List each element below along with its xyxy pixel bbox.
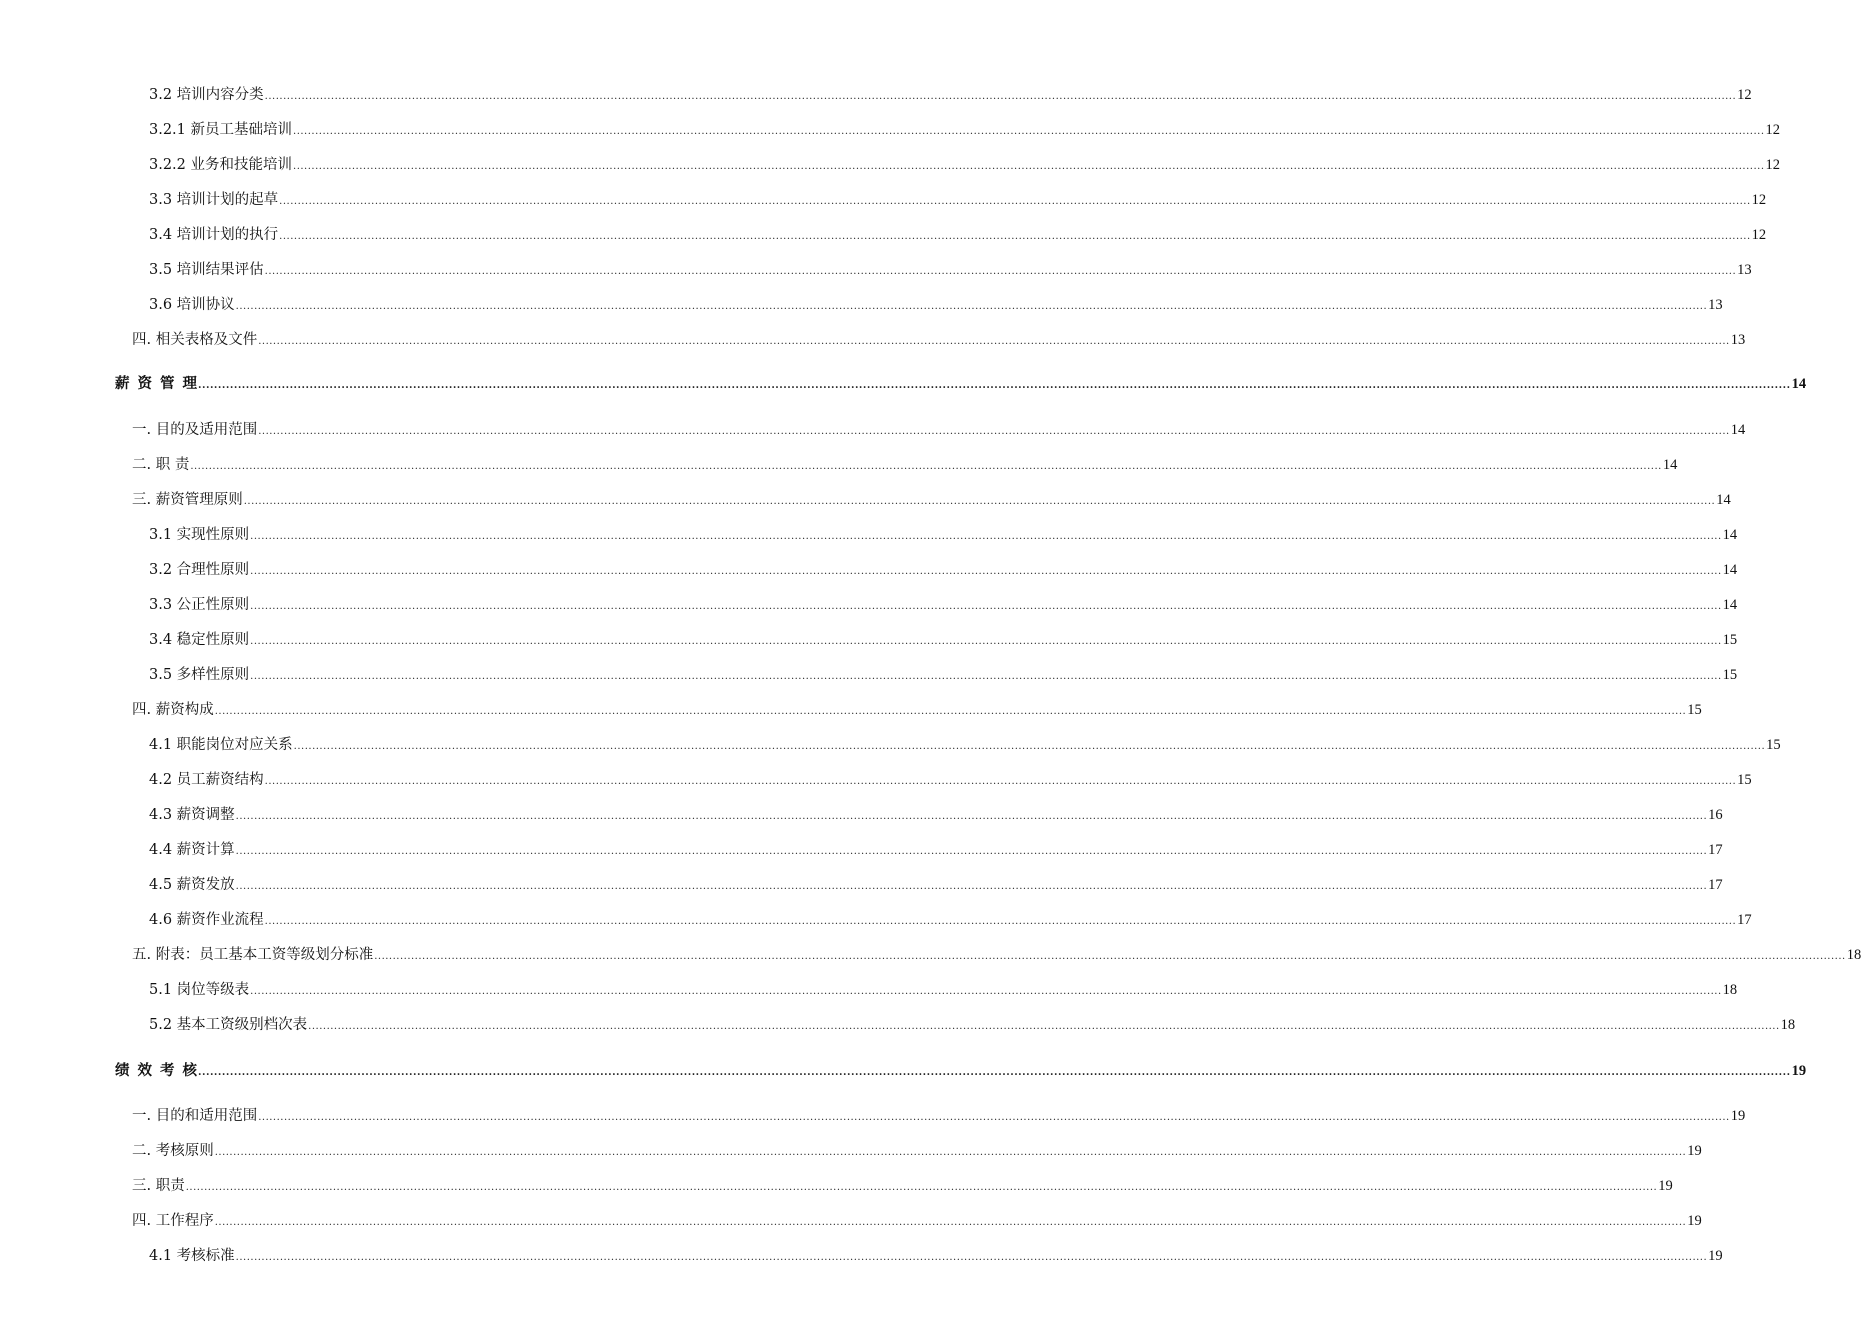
toc-entry-label: 4.3 薪资调整 xyxy=(149,807,235,823)
toc-leader-dots: ................................................................................................................................................................................................................................................................................................................................................................................................................ xyxy=(279,196,1751,207)
toc-entry[interactable] xyxy=(132,489,1731,511)
toc-entry-page: 19 xyxy=(1708,1248,1723,1264)
toc-leader-dots: ................................................................................................................................................................................................................................................................................................................................................................................................................ xyxy=(250,566,1722,577)
toc-entry-page: 19 xyxy=(1730,1108,1746,1124)
toc-entry-page: 13 xyxy=(1730,332,1746,348)
toc-entry[interactable] xyxy=(149,224,1767,246)
toc-entry-page: 14 xyxy=(1722,527,1738,543)
toc-entry-label: 二. 职 责 xyxy=(132,457,190,473)
toc-leader-dots: ................................................................................................................................................................................................................................................................................................................................................................................................................ xyxy=(235,846,1708,857)
toc-entry[interactable] xyxy=(149,594,1738,616)
toc-entry-label: 3.3 公正性原则 xyxy=(149,597,250,613)
toc-entry[interactable] xyxy=(149,154,1780,176)
toc-entry-label: 4.4 薪资计算 xyxy=(149,842,235,858)
toc-entry-label: 3.3 培训计划的起草 xyxy=(149,192,279,208)
toc-entry-label: 一. 目的及适用范围 xyxy=(132,422,258,438)
toc-leader-dots: ................................................................................................................................................................................................................................................................................................................................................................................................................ xyxy=(264,266,1737,277)
toc-leader-dots: ................................................................................................................................................................................................................................................................................................................................................................................................................ xyxy=(198,380,1791,391)
toc-entry-label: 4.1 考核标准 xyxy=(149,1248,235,1264)
toc-entry-label: 4.2 员工薪资结构 xyxy=(149,772,264,788)
toc-leader-dots: ................................................................................................................................................................................................................................................................................................................................................................................................................ xyxy=(243,496,1716,507)
toc-leader-dots: ................................................................................................................................................................................................................................................................................................................................................................................................................ xyxy=(214,1147,1687,1158)
toc-leader-dots: ................................................................................................................................................................................................................................................................................................................................................................................................................ xyxy=(293,161,1765,172)
toc-entry-page: 18 xyxy=(1846,947,1861,963)
toc-entry-page: 18 xyxy=(1722,982,1738,998)
toc-entry[interactable] xyxy=(149,839,1723,861)
toc-entry-label: 三. 薪资管理原则 xyxy=(132,492,243,508)
toc-entry-page: 19 xyxy=(1791,1063,1807,1079)
toc-entry-page: 18 xyxy=(1780,1017,1796,1033)
toc-leader-dots: ................................................................................................................................................................................................................................................................................................................................................................................................................ xyxy=(293,126,1765,137)
toc-entry[interactable] xyxy=(132,1175,1673,1197)
toc-entry-label: 一. 目的和适用范围 xyxy=(132,1108,258,1124)
toc-entry-label: 3.4 稳定性原则 xyxy=(149,632,250,648)
toc-entry[interactable] xyxy=(132,1210,1702,1232)
toc-leader-dots: ................................................................................................................................................................................................................................................................................................................................................................................................................ xyxy=(258,426,1730,437)
toc-entry[interactable] xyxy=(149,769,1752,791)
toc-entry-page: 12 xyxy=(1751,192,1767,208)
toc-entry[interactable] xyxy=(115,1060,1807,1082)
toc-leader-dots: ................................................................................................................................................................................................................................................................................................................................................................................................................ xyxy=(264,91,1737,102)
toc-entry-label: 3.2 合理性原则 xyxy=(149,562,250,578)
toc-entry[interactable] xyxy=(132,1105,1746,1127)
toc-entry-page: 17 xyxy=(1708,877,1723,893)
toc-entry-page: 19 xyxy=(1658,1178,1673,1194)
toc-entry-page: 17 xyxy=(1737,912,1752,928)
toc-entry[interactable] xyxy=(132,454,1678,476)
toc-entry-label: 4.6 薪资作业流程 xyxy=(149,912,264,928)
toc-entry-label: 3.5 培训结果评估 xyxy=(149,262,264,278)
toc-entry[interactable] xyxy=(115,373,1807,395)
toc-entry[interactable] xyxy=(149,259,1752,281)
toc-entry[interactable] xyxy=(149,294,1723,316)
toc-leader-dots: ................................................................................................................................................................................................................................................................................................................................................................................................................ xyxy=(250,671,1722,682)
toc-entry[interactable] xyxy=(149,979,1738,1001)
toc-leader-dots: ................................................................................................................................................................................................................................................................................................................................................................................................................ xyxy=(235,811,1708,822)
toc-leader-dots: ................................................................................................................................................................................................................................................................................................................................................................................................................ xyxy=(214,1217,1687,1228)
toc-entry-page: 19 xyxy=(1687,1213,1702,1229)
toc-entry-page: 14 xyxy=(1716,492,1731,508)
toc-entry[interactable] xyxy=(132,1140,1702,1162)
toc-leader-dots: ................................................................................................................................................................................................................................................................................................................................................................................................................ xyxy=(264,776,1737,787)
toc-entry[interactable] xyxy=(149,629,1738,651)
toc-entry[interactable] xyxy=(132,329,1746,351)
toc-entry-page: 12 xyxy=(1765,157,1780,173)
toc-leader-dots: ................................................................................................................................................................................................................................................................................................................................................................................................................ xyxy=(235,301,1708,312)
toc-entry[interactable] xyxy=(149,664,1738,686)
toc-entry[interactable] xyxy=(132,699,1702,721)
toc-leader-dots: ................................................................................................................................................................................................................................................................................................................................................................................................................ xyxy=(258,1112,1730,1123)
toc-entry-page: 12 xyxy=(1737,87,1752,103)
toc-entry[interactable] xyxy=(132,944,1861,966)
toc-entry-page: 13 xyxy=(1708,297,1723,313)
toc-entry-page: 14 xyxy=(1791,376,1807,392)
toc-entry-label: 三. 职责 xyxy=(132,1178,185,1194)
toc-entry-label: 绩效考核 xyxy=(115,1062,205,1079)
toc-entry-label: 3.1 实现性原则 xyxy=(149,527,250,543)
toc-entry-page: 19 xyxy=(1687,1143,1702,1159)
toc-entry-label: 四. 薪资构成 xyxy=(132,702,214,718)
toc-leader-dots: ................................................................................................................................................................................................................................................................................................................................................................................................................ xyxy=(250,601,1722,612)
toc-entry-label: 5.2 基本工资级别档次表 xyxy=(149,1017,308,1033)
toc-leader-dots: ................................................................................................................................................................................................................................................................................................................................................................................................................ xyxy=(264,916,1737,927)
toc-leader-dots: ................................................................................................................................................................................................................................................................................................................................................................................................................ xyxy=(250,531,1722,542)
toc-entry-label: 5.1 岗位等级表 xyxy=(149,982,250,998)
toc-entry-label: 五. 附表：员工基本工资等级划分标准 xyxy=(132,947,374,963)
toc-entry-label: 4.5 薪资发放 xyxy=(149,877,235,893)
toc-entry-page: 14 xyxy=(1730,422,1746,438)
toc-entry-label: 3.4 培训计划的执行 xyxy=(149,227,279,243)
toc-leader-dots: ................................................................................................................................................................................................................................................................................................................................................................................................................ xyxy=(250,986,1722,997)
toc-entry-label: 四. 相关表格及文件 xyxy=(132,332,258,348)
toc-entry[interactable] xyxy=(149,559,1738,581)
toc-entry-page: 13 xyxy=(1737,262,1752,278)
toc-entry[interactable] xyxy=(149,119,1780,141)
toc-entry[interactable] xyxy=(149,874,1723,896)
toc-entry-label: 3.2.1 新员工基础培训 xyxy=(149,122,293,138)
toc-entry-label: 薪资管理 xyxy=(115,375,205,392)
toc-entry[interactable] xyxy=(149,189,1767,211)
toc-entry-page: 16 xyxy=(1708,807,1723,823)
toc-leader-dots: ................................................................................................................................................................................................................................................................................................................................................................................................................ xyxy=(293,741,1766,752)
toc-entry[interactable] xyxy=(149,1014,1796,1036)
toc-entry-page: 15 xyxy=(1722,632,1738,648)
toc-entry-label: 3.5 多样性原则 xyxy=(149,667,250,683)
toc-leader-dots: ................................................................................................................................................................................................................................................................................................................................................................................................................ xyxy=(258,336,1730,347)
toc-entry[interactable] xyxy=(149,734,1781,756)
toc-entry-page: 14 xyxy=(1662,457,1678,473)
toc-entry-page: 14 xyxy=(1722,597,1738,613)
toc-leader-dots: ................................................................................................................................................................................................................................................................................................................................................................................................................ xyxy=(374,951,1846,962)
toc-leader-dots: ................................................................................................................................................................................................................................................................................................................................................................................................................ xyxy=(214,706,1687,717)
toc-entry-page: 14 xyxy=(1722,562,1738,578)
toc-entry-label: 4.1 职能岗位对应关系 xyxy=(149,737,293,753)
toc-entry-label: 四. 工作程序 xyxy=(132,1213,214,1229)
toc-leader-dots: ................................................................................................................................................................................................................................................................................................................................................................................................................ xyxy=(235,881,1708,892)
toc-leader-dots: ................................................................................................................................................................................................................................................................................................................................................................................................................ xyxy=(308,1021,1780,1032)
toc-leader-dots: ................................................................................................................................................................................................................................................................................................................................................................................................................ xyxy=(190,461,1662,472)
toc-entry-page: 12 xyxy=(1765,122,1780,138)
toc-leader-dots: ................................................................................................................................................................................................................................................................................................................................................................................................................ xyxy=(235,1252,1708,1263)
toc-entry-page: 15 xyxy=(1737,772,1752,788)
toc-entry-label: 3.2.2 业务和技能培训 xyxy=(149,157,293,173)
toc-leader-dots: ................................................................................................................................................................................................................................................................................................................................................................................................................ xyxy=(250,636,1722,647)
toc-entry[interactable] xyxy=(149,84,1752,106)
toc-entry-page: 15 xyxy=(1722,667,1738,683)
toc-entry-label: 二. 考核原则 xyxy=(132,1143,214,1159)
toc-entry[interactable] xyxy=(149,1245,1723,1267)
toc-leader-dots: ................................................................................................................................................................................................................................................................................................................................................................................................................ xyxy=(279,231,1751,242)
toc-entry-page: 17 xyxy=(1708,842,1723,858)
toc-entry-page: 15 xyxy=(1687,702,1702,718)
toc-leader-dots: ................................................................................................................................................................................................................................................................................................................................................................................................................ xyxy=(185,1182,1658,1193)
toc-entry[interactable] xyxy=(149,524,1738,546)
toc-entry[interactable] xyxy=(149,804,1723,826)
toc-entry[interactable] xyxy=(149,909,1752,931)
toc-entry[interactable] xyxy=(132,419,1746,441)
toc-entry-page: 12 xyxy=(1751,227,1767,243)
toc-entry-label: 3.6 培训协议 xyxy=(149,297,235,313)
toc-entry-label: 3.2 培训内容分类 xyxy=(149,87,264,103)
toc-entry-page: 15 xyxy=(1766,737,1781,753)
toc-leader-dots: ................................................................................................................................................................................................................................................................................................................................................................................................................ xyxy=(198,1067,1791,1078)
